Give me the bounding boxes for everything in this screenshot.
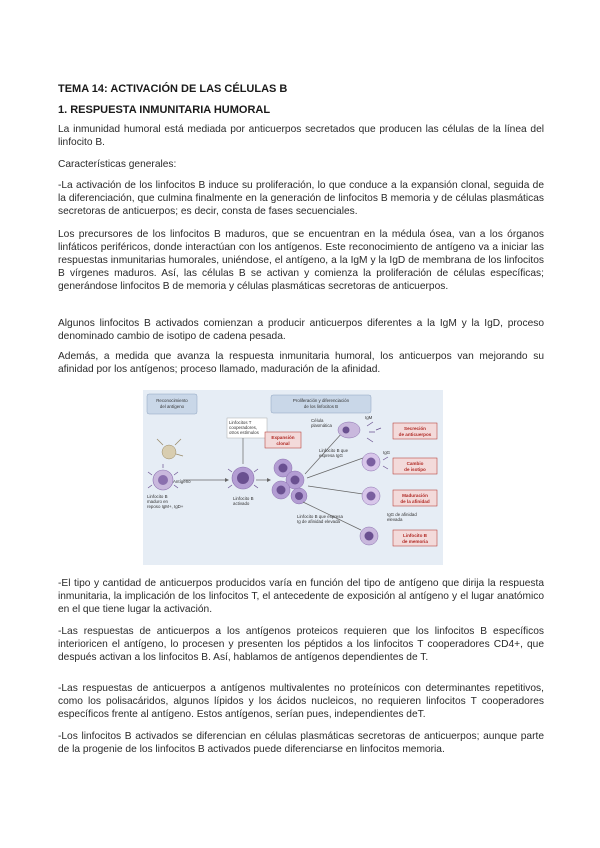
paragraph-activation: -La activación de los linfocitos B induce su proliferación, lo que conduce a la expansión clonal, seguida de la diferenciación, que culmina finalmente en la generación de linfocitos B memoria y de células plasmáticas secretoras de anticuerpos; es decir, consta de fases secuenciales. <box>58 180 544 217</box>
igg-affinity-line-1: IgG de afinidad <box>387 512 417 517</box>
memory-b-cell-icon <box>360 527 378 545</box>
antigen-label: Antígeno <box>173 479 191 484</box>
svg-text:de memoria: de memoria <box>402 539 428 544</box>
svg-text:de la afinidad: de la afinidad <box>400 499 430 504</box>
naive-b-line-3: reposo IgM+, IgD+ <box>147 504 184 509</box>
recognition-line-1: Reconocimiento <box>156 398 188 403</box>
affinity-b-cell-icon <box>362 487 380 505</box>
plasma-line-2: plasmática <box>311 423 332 428</box>
document-title: TEMA 14: ACTIVACIÓN DE LAS CÉLULAS B <box>58 83 288 95</box>
result-affinity-box <box>393 490 437 506</box>
activated-b-line-1: Linfocito B <box>233 496 254 501</box>
svg-text:de isotipo: de isotipo <box>404 467 426 472</box>
paragraph-affinity: Además, a medida que avanza la respuesta inmunitaria humoral, los anticuerpos van mejorando su afinidad por los antígenos; proceso llamado, maduración de la afinidad. <box>58 351 544 375</box>
result-isotype-box <box>393 458 437 474</box>
svg-text:de anticuerpos: de anticuerpos <box>398 432 432 437</box>
proliferation-line-1: Proliferación y diferenciación <box>292 398 350 403</box>
naive-b-line-1: Linfocito B <box>147 494 168 499</box>
igg-expr-line-1: Linfocito B que <box>319 448 349 453</box>
paragraph-protein-antigens: -Las respuestas de anticuerpos a los antígenos proteicos requieren que los linfocitos B específicos interioricen el antígeno, lo procesen y presenten los péptidos a los linfocitos T cooperadores CD4+, que después activan a los linfocitos B. Así, hablamos de antígenos dependientes de T. <box>58 626 544 663</box>
naive-b-line-2: maduro en <box>147 499 168 504</box>
paragraph-characteristics: Características generales: <box>58 159 177 170</box>
plasma-line-1: Célula <box>311 418 324 423</box>
svg-text:Linfocito B: Linfocito B <box>403 533 427 538</box>
igg-label: IgG <box>383 450 391 455</box>
helper-t-line-3: otros estímulos <box>229 430 259 435</box>
paragraph-antibody-type: -El tipo y cantidad de anticuerpos producidos varía en función del tipo de antígeno que dirija la respuesta inmunitaria, la implicación de los linfocitos T, el antecedente de exposición al antígeno y el lugar anatómico en el que tiene lugar la activación. <box>58 578 544 615</box>
helper-t-line-1: Linfocitos T <box>229 420 252 425</box>
b-cell-activation-figure <box>143 390 443 565</box>
svg-text:Cambio: Cambio <box>406 461 424 466</box>
helper-t-line-2: cooperadores, <box>229 425 258 430</box>
svg-text:Maduración: Maduración <box>402 493 428 498</box>
clonal-line-2: clonal <box>276 441 290 446</box>
svg-text:Secreción: Secreción <box>404 426 426 431</box>
paragraph-nonprotein-antigens: -Las respuestas de anticuerpos a antígenos multivalentes no proteínicos con determinantes repetitivos, como los polisacáridos, algunos lípidos y los ácidos nucleicos, no requieren linfocitos T cooperadores específicos frente al antígeno. Estos antígenos, serían pues, independientes deT. <box>58 683 544 720</box>
section-heading: 1. RESPUESTA INMUNITARIA HUMORAL <box>58 104 271 116</box>
high-affinity-line-2: Ig de afinidad elevada <box>297 519 340 524</box>
activated-b-line-2: activado <box>233 501 250 506</box>
proliferation-line-2: de los linfocitos B <box>303 404 339 409</box>
plasma-cell-icon <box>338 422 360 438</box>
igg-b-cell-icon <box>362 453 380 471</box>
paragraph-intro: La inmunidad humoral está mediada por anticuerpos secretados que producen las células de la línea del linfocito B. <box>58 124 544 148</box>
recognition-line-2: del antígeno <box>159 404 185 409</box>
igg-expr-line-2: expresa IgG <box>319 453 343 458</box>
paragraph-differentiation: -Los linfocitos B activados se diferencian en células plasmáticas secretoras de anticuerpos; aunque parte de la progenie de los linfocitos B activados puede diferenciarse en linfocitos memoria. <box>58 731 544 755</box>
paragraph-isotype: Algunos linfocitos B activados comienzan a producir anticuerpos diferentes a la IgM y la IgD, proceso denominado cambio de isotipo de cadena pesada. <box>58 318 544 342</box>
high-affinity-line-1: Linfocito B que expresa <box>297 514 343 519</box>
result-secretion-box <box>393 423 437 439</box>
paragraph-precursors: Los precursores de los linfocitos B maduros, que se encuentran en la médula ósea, van a los órganos linfáticos periféricos, donde interactúan con los antígenos. Este reconocimiento de antígeno va a iniciar las respuestas inmunitarias humorales, uniéndose, el antígeno, a la IgM y la IgD de membrana de los linfocitos B vírgenes maduros. Así, las células B se activan y comienza la proliferación de células específicas; generándose linfocitos B de memoria y células plasmáticas secretoras de anticuerpos. <box>58 229 544 292</box>
igg-affinity-line-2: elevada <box>387 517 403 522</box>
clonal-line-1: Expansión <box>271 435 295 440</box>
igm-label: IgM <box>365 415 373 420</box>
result-memory-box <box>393 530 437 546</box>
